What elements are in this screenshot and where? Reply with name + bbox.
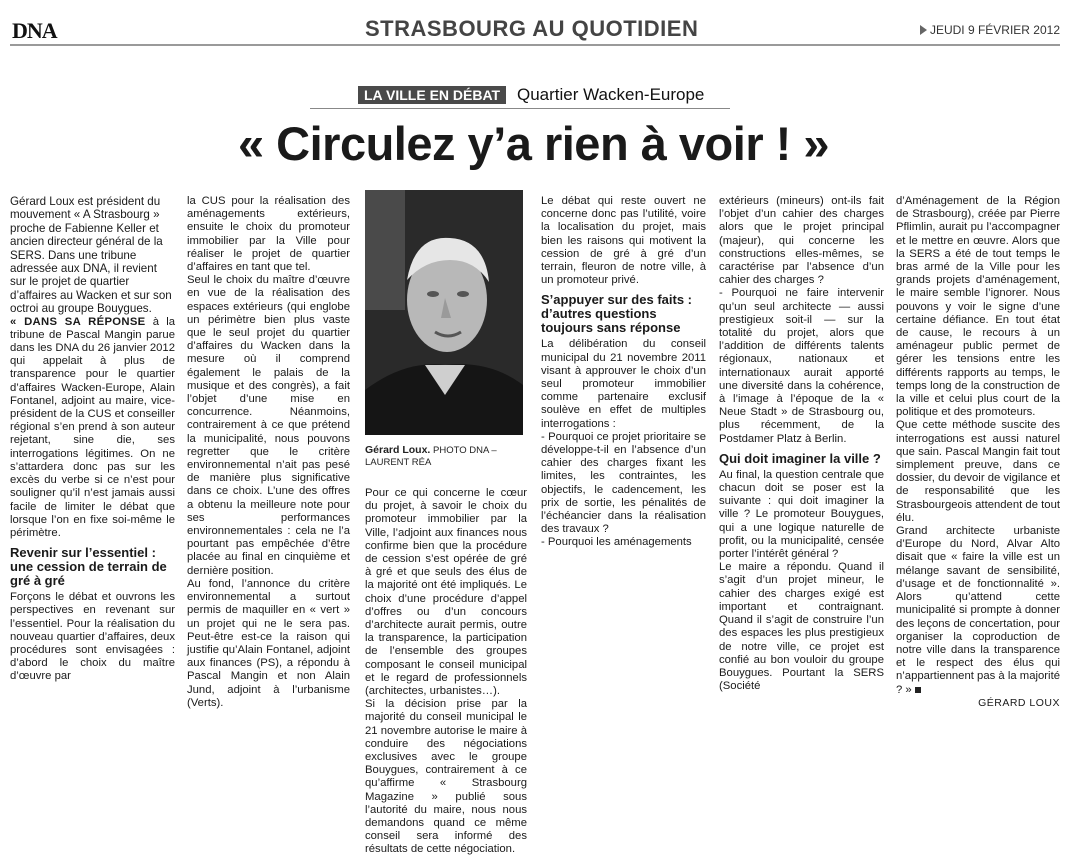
paragraph-text: Grand architecte urbaniste d’Europe du Nord, Alvar Alto disait que « faire la ville est un mélange savant de sensibilité, d’usage et de fonctionnalité ». Alors qu’attend cette municipalité si prompte à donner des leçons de concertation, pour organiser la coproduction de notre ville dans la transparence et le respect des élus qui n’appartiennent pas à la majorité ? » [896, 525, 1060, 696]
portrait-illustration [365, 190, 523, 435]
issue-date [920, 23, 1060, 37]
caption-name: Gérard Loux. [365, 444, 431, 456]
paragraph: d’Aménagement de la Région de Strasbourg), créée par Pierre Pflimlin, aurait pu l’accompagner et le mettre en œuvre. Alors que la SERS a été de tout temps le bras armé de la Ville pour les grands projets d’aménagement, le maire semble l’ignorer. Nous pouvons y voir le signe d’une certaine défiance. En tout état de cause, le recours à un aménageur public permet de gérer les tensions entre les différents rapports au temps, le temps long de la construction de la ville et celui plus court de la politique et des promoteurs. [896, 195, 1060, 419]
paragraph-text: à la tribune de Pascal Mangin parue dans les DNA du 26 janvier 2012 qui appelait à plus de transparence pour le quartier d’affaires Wacken-Europe, Alain Fontanel, adjoint au maire, vice-président de la CUS et conseiller régional s’en prend à son auteur rejetant, sine die, ses interrogations légitimes. On ne s’attardera donc pas sur les excès du verbe si ce n’est pour souligner qu’il n’est jamais aussi facile de limiter le débat que lorsque l’on en fixe soi-même le périmètre. [10, 315, 175, 539]
paragraph: La délibération du conseil municipal du 21 novembre 2011 visant à approuver le choix d’un seul promoteur immobilier comme partenaire exclusif soulève en effet de multiples interrogations : [541, 338, 706, 430]
kicker-tag: LA VILLE EN DÉBAT [358, 86, 506, 104]
column-6 [896, 195, 1060, 710]
paragraph: - Pourquoi les aménagements [541, 536, 692, 549]
end-mark-icon [915, 687, 921, 693]
paragraph: Forçons le débat et ouvrons les perspectives en revenant sur l’essentiel. Pour la réalisation du nouveau quartier d’affaires, deux procédures sont envisagées : d’abord le choix du maître d’œuvre par [10, 591, 175, 683]
paragraph: Le débat qui reste ouvert ne concerne donc pas l’utilité, voire la localisation du projet, mais bien les raisons qui motivent la cession de gré à gré d’un terrain, fleuron de notre ville, à un promoteur privé. [541, 195, 706, 287]
paragraph: - Pourquoi ne faire intervenir qu’un seul architecte — aussi prestigieux soit-il — sur la totalité du projet, alors que l’addition de différents talents régionaux, nationaux et internationaux aurait apporté une diversité dans la cohérence, à l’image à l’époque de la « Neue Stadt » de Strasbourg ou, plus récemment, de la Postdamer Platz à Berlin. [719, 287, 884, 445]
section-title: STRASBOURG AU QUOTIDIEN [365, 16, 699, 41]
subheading: Qui doit imaginer la ville ? [719, 450, 881, 466]
newspaper-logo: DNA [12, 18, 57, 43]
author-signature: GÉRARD LOUX [978, 696, 1060, 709]
portrait-photo [365, 190, 523, 435]
column-1 [10, 195, 175, 684]
paragraph [10, 316, 175, 540]
paragraph: Au final, la question centrale que chacun doit se poser est la suivante : qui doit imaginer la ville ? Le promoteur Bouygues, qui a une logique naturelle de profit, ou la municipalité, censée porter l’intérêt général ? [719, 468, 884, 561]
paragraph: la CUS pour la réalisation des aménagements extérieurs, ensuite le choix du promoteur immobilier par la Ville pour réaliser le projet de quartier d’affaires en tant que tel. [187, 195, 350, 274]
paragraph: Seul le choix du maître d’œuvre en vue de la réalisation des espaces extérieurs (qui englobe un périmètre bien plus vaste que le seul projet du quartier d’affaires du Wacken dans la mesure où il comprend également le palais de la musique et des congrès), a fait l’objet d’une mise en concurrence. Néanmoins, contrairement à ce que prétend la municipalité, nous pouvons regretter que le critère environnemental n’ait pas pesé de manière plus significative dans ce choix. L’une des offres a obtenu la meilleure note pour ses performances environnementales : cela ne l’a pourtant pas empêchée d’être placée au final en cinquième et dernière position. [187, 274, 350, 577]
paragraph: Que cette méthode suscite des interrogations est aussi naturel que sain. Pascal Mangin fait tout simplement preuve, dans ce dossier, du devoir de vigilance et de responsabilité que les Strasbourgeois attendent de tout élu. [896, 419, 1060, 524]
column-3 [365, 487, 527, 857]
paragraph [896, 525, 1060, 697]
paragraph: Au fond, l’annonce du critère environnemental a surtout permis de maquiller en « vert » un projet qui ne le sera pas. Peut-être est-ce la raison qui justifie qu’Alain Fontanel, adjoint aux finances (PS), a répondu à Pascal Mangin et non Alain Jund, adjoint à l’urbanisme (Verts). [187, 577, 350, 709]
paragraph: extérieurs (mineurs) ont-ils fait l’objet d’un cahier des charges alors que le projet principal (majeur), qui concerne les constructions elles-mêmes, se caractérise par l’absence d’un cahier des charges ? [719, 195, 884, 287]
column-2 [187, 195, 350, 710]
kicker [310, 84, 730, 109]
column-4 [541, 195, 706, 550]
photo-caption [365, 444, 525, 469]
date-arrow-icon [920, 25, 927, 35]
drop-caps-intro: « DANS SA RÉPONSE [10, 315, 146, 328]
subheading: S’appuyer sur des faits : d’autres questions toujours sans réponse [541, 292, 692, 336]
paragraph: Le maire a répondu. Quand il s’agit d’un projet mineur, le cahier des charges exigé est important et contraignant. Quand il s’agit de construire l’un des espaces les plus prestigieux de notre ville, ce projet est confié au bon vouloir du groupe Bouygues. Pourtant la SERS (Société [719, 561, 884, 693]
issue-date-text: JEUDI 9 FÉVRIER 2012 [929, 23, 1060, 37]
paragraph: Si la décision prise par la majorité du conseil municipal le 21 novembre autorise le maire à conduire des négociations exclusives avec le groupe Bouygues, contrairement à ce qu’affirme « Strasbourg Magazine » publié sous l’autorité du maire, nous nous demandons quand ce même conseil sera informé des résultats de cette négociation. [365, 698, 528, 856]
caption-credit: PHOTO DNA – LAURENT RÉA [365, 445, 497, 468]
article-lead: Gérard Loux est président du mouvement « A Strasbourg » proche de Fabienne Keller et ancien directeur général de la SERS. Dans une tribune adressée aux DNA, il revient sur le projet de quartier d’affaires au Wacken et sur son octroi au groupe Bouygues. [10, 195, 172, 316]
paragraph: Pour ce qui concerne le cœur du projet, à savoir le choix du promoteur immobilier par la Ville, l’adjoint aux finances nous confirme bien que la procédure de cession s’est opérée de gré à gré et que seuls des élus de la majorité ont été impliqués. Le choix d’une procédure d’appel d’offres ou d’un concours d’architecte aurait permis, outre la transparence, la participation de l’ensemble des groupes composant le conseil municipal et le regard de professionnels (architectes, urbanistes…). [365, 487, 527, 698]
kicker-subject: Quartier Wacken-Europe [517, 85, 705, 104]
column-5 [719, 195, 884, 693]
paragraph: - Pourquoi ce projet prioritaire se développe-t-il en l’absence d’un cahier des charges fixant les limites, les contraintes, les objectifs, le cadencement, les prix de sortie, les pénalités de l’échéancier dans la réalisation des travaux ? [541, 430, 706, 536]
headline: « Circulez y’a rien à voir ! » [237, 117, 830, 170]
page-header [10, 14, 1060, 46]
subheading: Revenir sur l’essentiel : une cession de terrain de gré à gré [10, 545, 167, 589]
